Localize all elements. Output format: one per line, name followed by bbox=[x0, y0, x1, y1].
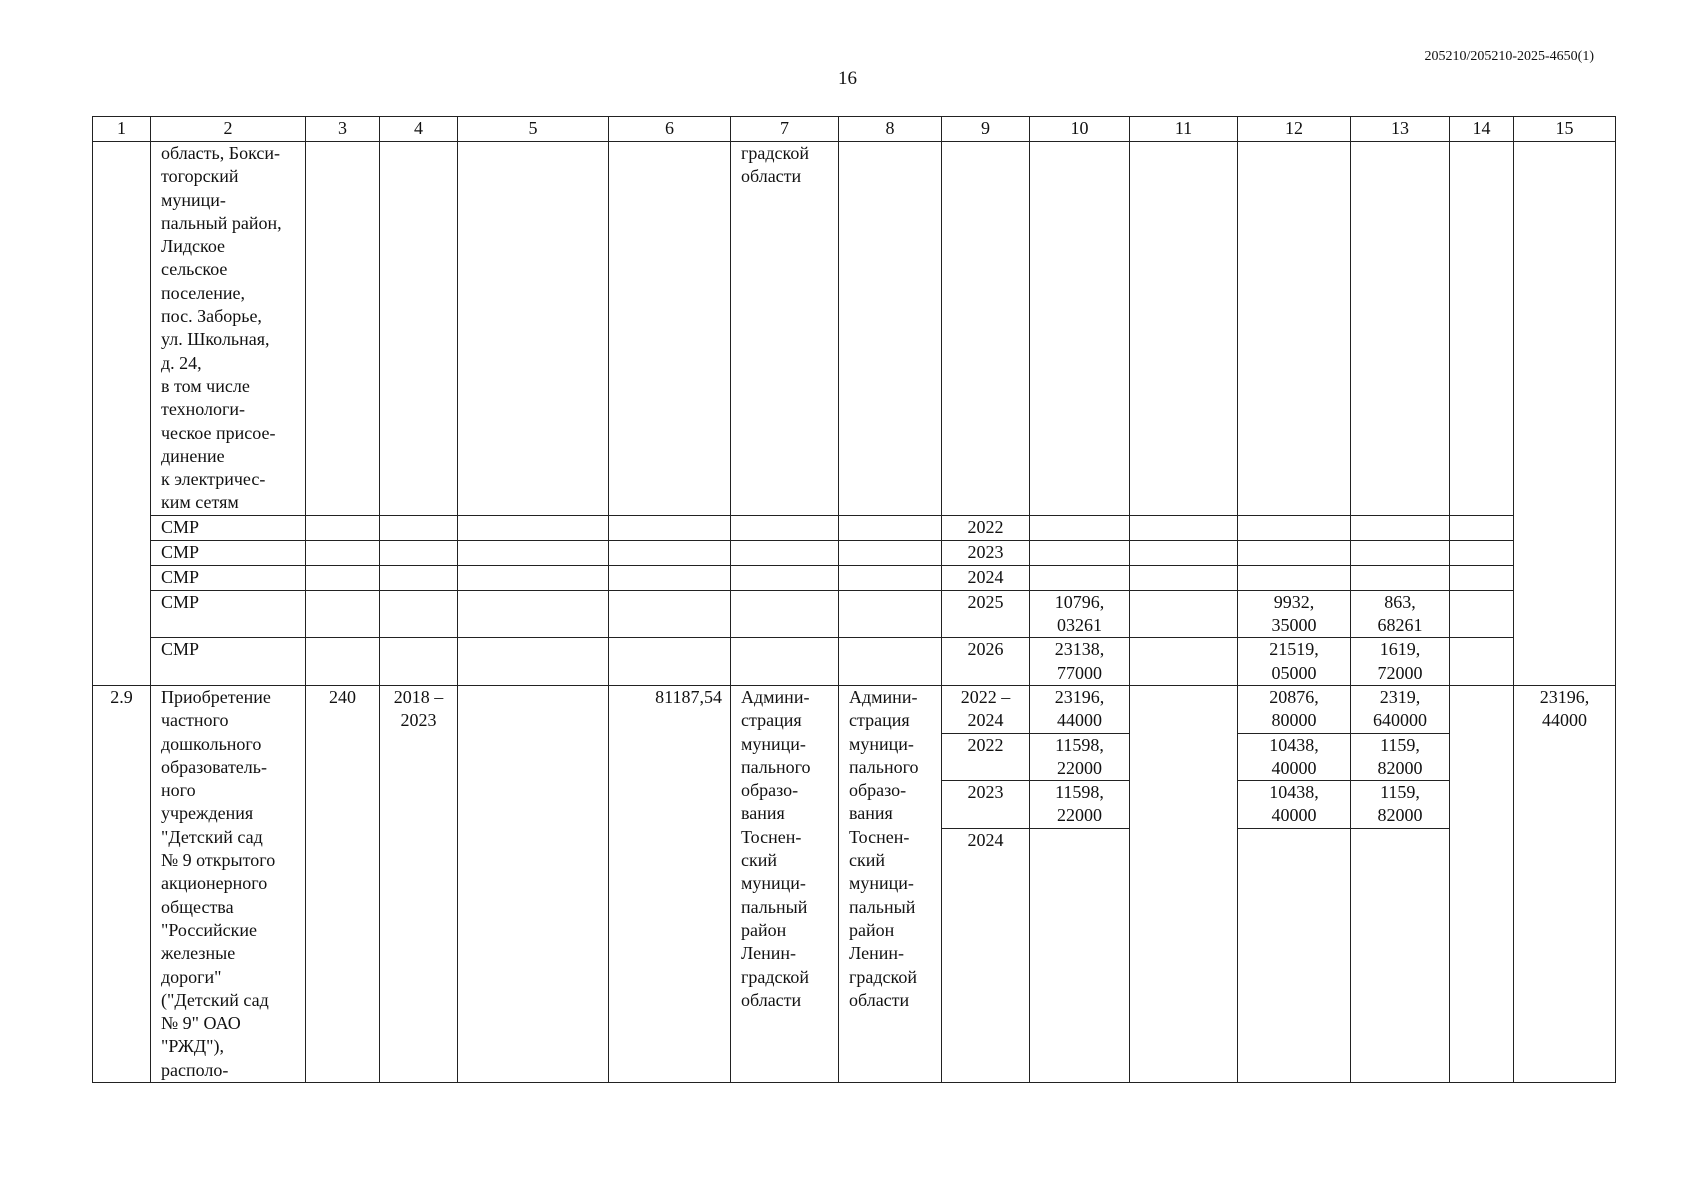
table-row bbox=[93, 685, 1616, 733]
table-cell bbox=[380, 142, 458, 516]
amount-cell: 1619, 72000 bbox=[1351, 638, 1450, 686]
amount-cell: 21519, 05000 bbox=[1238, 638, 1351, 686]
amount-cell: 23196, 44000 bbox=[1030, 685, 1130, 733]
amount-cell: 10438, 40000 bbox=[1238, 733, 1351, 781]
amount-cell bbox=[1030, 828, 1130, 1082]
table-row bbox=[93, 590, 1616, 638]
table-cell bbox=[1030, 142, 1130, 516]
cost-cell: 81187,54 bbox=[609, 685, 731, 1082]
column-header: 4 bbox=[380, 117, 458, 142]
column-header: 6 bbox=[609, 117, 731, 142]
work-type-cell: СМР bbox=[151, 565, 306, 590]
table-cell bbox=[1450, 685, 1514, 1082]
row-number-cell bbox=[93, 142, 151, 686]
year-cell: 2026 bbox=[942, 638, 1030, 686]
work-type-cell: СМР bbox=[151, 590, 306, 638]
year-cell: 2022 bbox=[942, 733, 1030, 781]
amount-cell: 2319, 640000 bbox=[1351, 685, 1450, 733]
table-cell bbox=[1238, 142, 1351, 516]
column-header: 14 bbox=[1450, 117, 1514, 142]
amount-cell bbox=[1030, 540, 1130, 565]
column-header: 12 bbox=[1238, 117, 1351, 142]
column-header: 2 bbox=[151, 117, 306, 142]
amount-cell: 23138, 77000 bbox=[1030, 638, 1130, 686]
table-row bbox=[93, 638, 1616, 686]
table-cell bbox=[609, 142, 731, 516]
year-cell: 2024 bbox=[942, 828, 1030, 1082]
table-cell bbox=[1130, 685, 1238, 1082]
object-name-cell: область, Бокси- тогорский муници- пальный район, Лидское сельское поселение, пос. Заборье, ул. Школьная, д. 24, в том числе технологи- ческое присое- динение к электричес- ким сетям bbox=[151, 142, 306, 516]
amount-cell bbox=[1238, 565, 1351, 590]
column-header: 11 bbox=[1130, 117, 1238, 142]
work-type-cell: СМР bbox=[151, 540, 306, 565]
amount-cell bbox=[1351, 565, 1450, 590]
table-cell bbox=[942, 142, 1030, 516]
year-cell: 2022 – 2024 bbox=[942, 685, 1030, 733]
amount-cell: 20876, 80000 bbox=[1238, 685, 1351, 733]
amount-cell: 11598, 22000 bbox=[1030, 781, 1130, 829]
row-number-cell: 2.9 bbox=[93, 685, 151, 1082]
object-name-cell: Приобретение частного дошкольного образователь- ного учреждения "Детский сад № 9 открытого акционерного общества "Российские железные дороги" ("Детский сад № 9" ОАО "РЖД"), располо- bbox=[151, 685, 306, 1082]
developer-cell: Админи- страция муници- пального образо- вания Тоснен- ский муници- пальный район Ленин- градской области bbox=[839, 685, 942, 1082]
amount-cell bbox=[1238, 515, 1351, 540]
year-cell: 2023 bbox=[942, 540, 1030, 565]
amount-cell: 863, 68261 bbox=[1351, 590, 1450, 638]
column-header: 13 bbox=[1351, 117, 1450, 142]
amount-cell: 23196, 44000 bbox=[1514, 685, 1616, 1082]
column-header: 9 bbox=[942, 117, 1030, 142]
amount-cell: 10438, 40000 bbox=[1238, 781, 1351, 829]
table-row bbox=[93, 540, 1616, 565]
column-number-row bbox=[93, 117, 1616, 142]
table-row bbox=[93, 565, 1616, 590]
amount-cell: 11598, 22000 bbox=[1030, 733, 1130, 781]
table-cell bbox=[839, 142, 942, 516]
amount-cell: 1159, 82000 bbox=[1351, 733, 1450, 781]
amount-cell bbox=[1238, 828, 1351, 1082]
table-cell bbox=[1514, 142, 1616, 686]
document-id: 205210/205210-2025-4650(1) bbox=[1424, 49, 1594, 64]
year-cell: 2025 bbox=[942, 590, 1030, 638]
table-cell bbox=[458, 685, 609, 1082]
column-header: 15 bbox=[1514, 117, 1616, 142]
year-cell: 2023 bbox=[942, 781, 1030, 829]
column-header: 5 bbox=[458, 117, 609, 142]
table-cell bbox=[1450, 142, 1514, 516]
amount-cell bbox=[1030, 515, 1130, 540]
table-row bbox=[93, 515, 1616, 540]
program-table bbox=[92, 116, 1616, 1083]
amount-cell bbox=[1351, 828, 1450, 1082]
table-cell bbox=[1351, 142, 1450, 516]
amount-cell: 10796, 03261 bbox=[1030, 590, 1130, 638]
column-header: 7 bbox=[731, 117, 839, 142]
customer-cell: Админи- страция муници- пального образо- вания Тоснен- ский муници- пальный район Ленин- градской области bbox=[731, 685, 839, 1082]
page-number: 16 bbox=[838, 68, 857, 89]
work-type-cell: СМР bbox=[151, 638, 306, 686]
table-cell bbox=[1130, 142, 1238, 516]
work-type-cell: СМР bbox=[151, 515, 306, 540]
year-cell: 2022 bbox=[942, 515, 1030, 540]
amount-cell bbox=[1238, 540, 1351, 565]
column-header: 1 bbox=[93, 117, 151, 142]
column-header: 8 bbox=[839, 117, 942, 142]
amount-cell: 1159, 82000 bbox=[1351, 781, 1450, 829]
year-cell: 2024 bbox=[942, 565, 1030, 590]
column-header: 10 bbox=[1030, 117, 1130, 142]
table-cell bbox=[306, 142, 380, 516]
customer-cell: градской области bbox=[731, 142, 839, 516]
column-header: 3 bbox=[306, 117, 380, 142]
period-cell: 2018 – 2023 bbox=[380, 685, 458, 1082]
capacity-cell: 240 bbox=[306, 685, 380, 1082]
table-cell bbox=[458, 142, 609, 516]
table-row bbox=[93, 142, 1616, 516]
amount-cell: 9932, 35000 bbox=[1238, 590, 1351, 638]
amount-cell bbox=[1030, 565, 1130, 590]
amount-cell bbox=[1351, 515, 1450, 540]
amount-cell bbox=[1351, 540, 1450, 565]
